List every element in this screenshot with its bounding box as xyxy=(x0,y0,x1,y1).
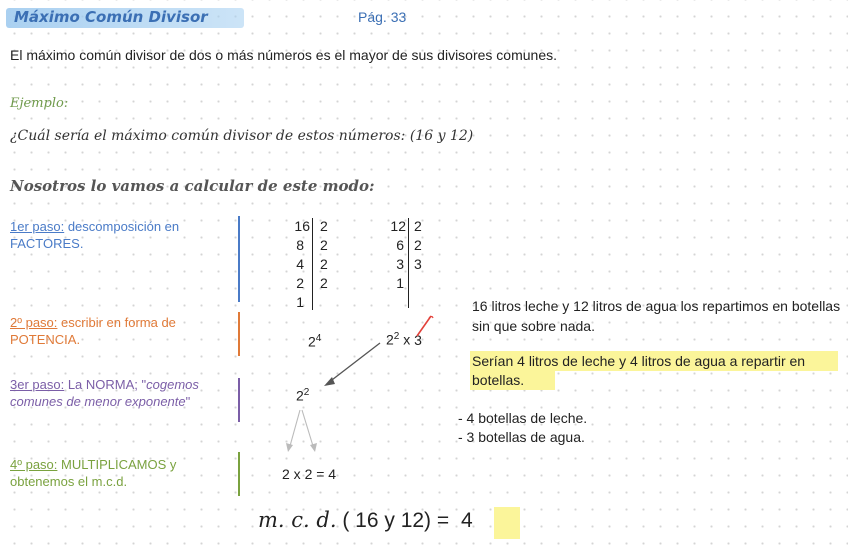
dec12-right-2: 3 xyxy=(414,256,422,272)
step-3-text-b: cogemos comunes de menor exponente xyxy=(10,377,199,409)
result-expression: ( 16 y 12) = xyxy=(342,509,450,532)
strike-mark xyxy=(417,316,431,336)
list-item: - 4 botellas de leche. xyxy=(458,410,588,426)
power-12-exponent: 2 xyxy=(393,331,400,342)
dec12-right-0: 2 xyxy=(414,218,422,234)
page-number: Pág. 33 xyxy=(358,9,407,25)
common-power xyxy=(296,387,309,404)
method-heading: Nosotros lo vamos a calcular de este modo: xyxy=(10,177,375,195)
step-2-number: 2º paso: xyxy=(10,315,58,330)
note-distribution: 16 litros leche y 12 litros de agua los repartimos en botellas sin que sobre nada. xyxy=(472,298,841,334)
list-item: - 3 botellas de agua. xyxy=(458,429,585,445)
multiply-expression: 2 x 2 = 4 xyxy=(282,466,337,482)
page-title: Máximo Común Divisor xyxy=(14,8,208,26)
step-1-number: 1er paso: xyxy=(10,219,65,234)
dec16-left-0: 16 xyxy=(294,218,310,234)
dec12-left-1: 6 xyxy=(396,237,404,253)
arrows-to-multiply xyxy=(286,410,317,452)
power-16-exponent: 4 xyxy=(315,333,322,344)
dec16-left-4: 1 xyxy=(296,294,304,310)
definition-text: El máximo común divisor de dos o más números es el mayor de sus divisores comunes. xyxy=(10,47,557,63)
question-text: ¿Cuál sería el máximo común divisor de estos números: (16 y 12) xyxy=(10,128,474,144)
dec16-left-1: 8 xyxy=(296,237,304,253)
power-16-base: 2 xyxy=(308,333,316,350)
power-12-other-factor: 3 xyxy=(414,331,422,348)
step-3-text-c: " xyxy=(185,394,191,409)
result-line xyxy=(258,508,473,533)
dec16-left-2: 4 xyxy=(296,256,304,272)
step-3-text-a: La NORMA; " xyxy=(67,377,147,392)
dec16-right-2: 2 xyxy=(320,256,328,272)
step-4-number: 4º paso: xyxy=(10,457,58,472)
power-12-base: 2 xyxy=(386,331,394,348)
dec12-left-0: 12 xyxy=(390,218,406,234)
dec16-right-1: 2 xyxy=(320,237,328,253)
power-12-times: x xyxy=(403,331,411,348)
arrow-to-common xyxy=(324,343,380,386)
dec16-right-0: 2 xyxy=(320,218,328,234)
dec16-left-3: 2 xyxy=(296,275,304,291)
result-answer: 4 xyxy=(461,509,473,532)
step-3-number: 3er paso: xyxy=(10,377,65,392)
step-4-text: MULTIPLICAMOS y obtenemos el m.c.d. xyxy=(10,457,177,489)
note-result: Serían 4 litros de leche y 4 litros de agua a repartir en botellas. xyxy=(472,353,806,388)
dec12-left-3: 1 xyxy=(396,275,404,291)
dec12-right-1: 2 xyxy=(414,237,422,253)
dec12-left-2: 3 xyxy=(396,256,404,272)
step-1-text: descomposición en FACTORES. xyxy=(10,219,180,251)
result-label: m. c. d. xyxy=(258,508,337,532)
common-power-base: 2 xyxy=(296,387,304,404)
dec16-right-3: 2 xyxy=(320,275,328,291)
common-power-exponent: 2 xyxy=(303,387,310,398)
answer-highlight xyxy=(494,507,520,539)
example-label: Ejemplo: xyxy=(10,96,69,111)
step-2-text: escribir en forma de POTENCIA. xyxy=(10,315,176,347)
